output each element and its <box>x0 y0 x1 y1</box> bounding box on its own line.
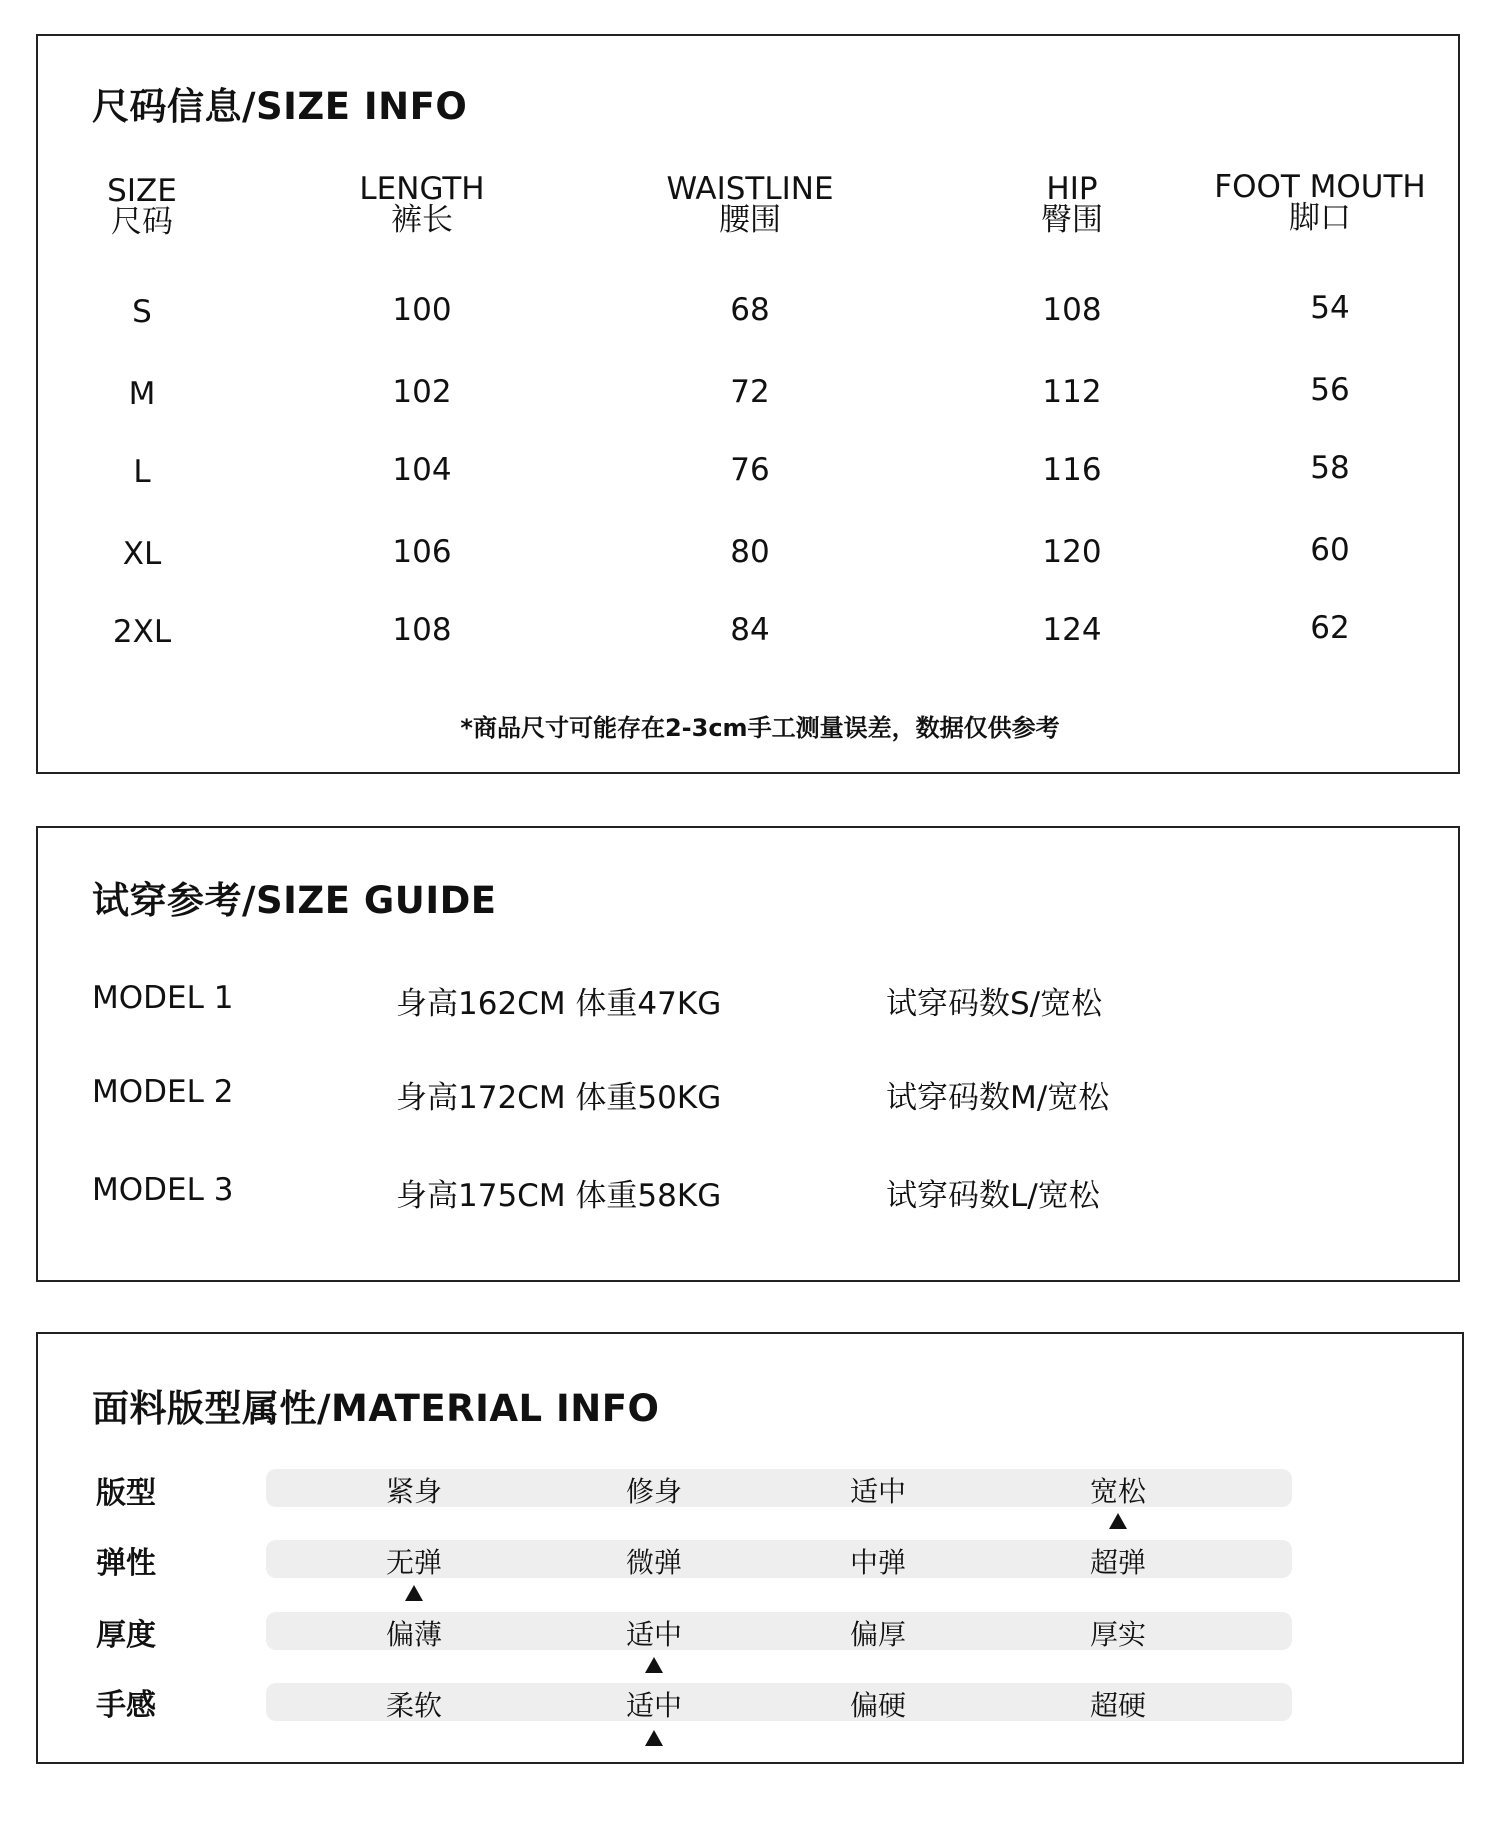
table-cell-length: 102 <box>392 374 452 410</box>
material-info-title: 面料版型属性/MATERIAL INFO <box>92 1387 660 1430</box>
attribute-option: 适中 <box>849 1475 906 1508</box>
attribute-option: 适中 <box>625 1689 682 1722</box>
table-cell-hip: 112 <box>1042 374 1102 410</box>
table-cell-size: M <box>128 376 156 412</box>
col-header-en: LENGTH <box>359 171 485 207</box>
attribute-label: 版型 <box>96 1476 156 1511</box>
attribute-option: 中弹 <box>849 1546 906 1579</box>
table-cell-waistline: 80 <box>730 534 770 570</box>
attribute-option: 无弹 <box>385 1546 442 1579</box>
model-fit: 试穿码数S/宽松 <box>886 986 1103 1022</box>
attribute-label: 弹性 <box>96 1546 156 1581</box>
attribute-option: 超硬 <box>1089 1689 1146 1722</box>
attribute-option: 偏薄 <box>385 1618 442 1651</box>
col-header-foot-mouth <box>1190 169 1450 236</box>
table-cell-foot-mouth: 58 <box>1310 450 1350 486</box>
model-name: MODEL 2 <box>92 1074 234 1110</box>
table-cell-foot-mouth: 56 <box>1310 372 1350 408</box>
attribute-option: 厚实 <box>1089 1618 1146 1651</box>
measurement-note: *商品尺寸可能存在2-3cm手工测量误差，数据仅供参考 <box>460 714 1060 742</box>
model-stats: 身高172CM 体重50KG <box>396 1080 722 1116</box>
model-fit: 试穿码数M/宽松 <box>886 1080 1110 1116</box>
model-fit: 试穿码数L/宽松 <box>886 1178 1100 1214</box>
table-cell-waistline: 68 <box>730 292 770 328</box>
col-header-en: FOOT MOUTH <box>1214 169 1426 205</box>
table-cell-hip: 116 <box>1042 452 1102 488</box>
attribute-option: 偏硬 <box>849 1689 906 1722</box>
table-cell-foot-mouth: 60 <box>1310 532 1350 568</box>
triangle-up-icon <box>645 1730 663 1746</box>
model-name: MODEL 1 <box>92 980 234 1016</box>
table-cell-size: L <box>133 454 151 490</box>
attribute-option: 适中 <box>625 1618 682 1651</box>
col-header-zh: 臀围 <box>1041 202 1103 238</box>
table-cell-hip: 120 <box>1042 534 1102 570</box>
table-cell-waistline: 72 <box>730 374 770 410</box>
col-header-en: HIP <box>1046 171 1098 207</box>
triangle-up-icon <box>1109 1513 1127 1529</box>
table-cell-hip: 124 <box>1042 612 1102 648</box>
table-cell-length: 104 <box>392 452 452 488</box>
table-cell-waistline: 76 <box>730 452 770 488</box>
col-header-waistline <box>630 171 870 238</box>
col-header-size <box>62 173 222 240</box>
table-cell-foot-mouth: 54 <box>1310 290 1350 326</box>
attribute-option: 宽松 <box>1089 1475 1146 1508</box>
table-cell-size: 2XL <box>112 614 172 650</box>
attribute-option: 柔软 <box>385 1689 442 1722</box>
col-header-zh: 裤长 <box>391 202 453 238</box>
col-header-hip <box>972 171 1172 238</box>
attribute-option: 修身 <box>625 1475 682 1508</box>
col-header-zh: 腰围 <box>719 202 781 238</box>
table-cell-hip: 108 <box>1042 292 1102 328</box>
attribute-option: 微弹 <box>625 1546 682 1579</box>
model-stats: 身高175CM 体重58KG <box>396 1178 722 1214</box>
triangle-up-icon <box>405 1585 423 1601</box>
table-cell-length: 100 <box>392 292 452 328</box>
col-header-zh: 尺码 <box>111 204 173 240</box>
col-header-en: WAISTLINE <box>666 171 834 207</box>
attribute-label: 手感 <box>96 1688 156 1723</box>
table-cell-length: 106 <box>392 534 452 570</box>
col-header-length <box>322 171 522 238</box>
model-name: MODEL 3 <box>92 1172 234 1208</box>
size-info-title: 尺码信息/SIZE INFO <box>92 85 468 128</box>
size-guide-title: 试穿参考/SIZE GUIDE <box>92 879 497 922</box>
triangle-up-icon <box>645 1657 663 1673</box>
attribute-option: 偏厚 <box>849 1618 906 1651</box>
col-header-zh: 脚口 <box>1289 200 1351 236</box>
attribute-option: 紧身 <box>385 1475 442 1508</box>
attribute-option: 超弹 <box>1089 1546 1146 1579</box>
table-cell-foot-mouth: 62 <box>1310 610 1350 646</box>
table-cell-length: 108 <box>392 612 452 648</box>
table-cell-size: S <box>132 294 152 330</box>
model-stats: 身高162CM 体重47KG <box>396 986 722 1022</box>
table-cell-waistline: 84 <box>730 612 770 648</box>
attribute-label: 厚度 <box>96 1618 156 1653</box>
table-cell-size: XL <box>122 536 162 572</box>
col-header-en: SIZE <box>107 173 177 209</box>
